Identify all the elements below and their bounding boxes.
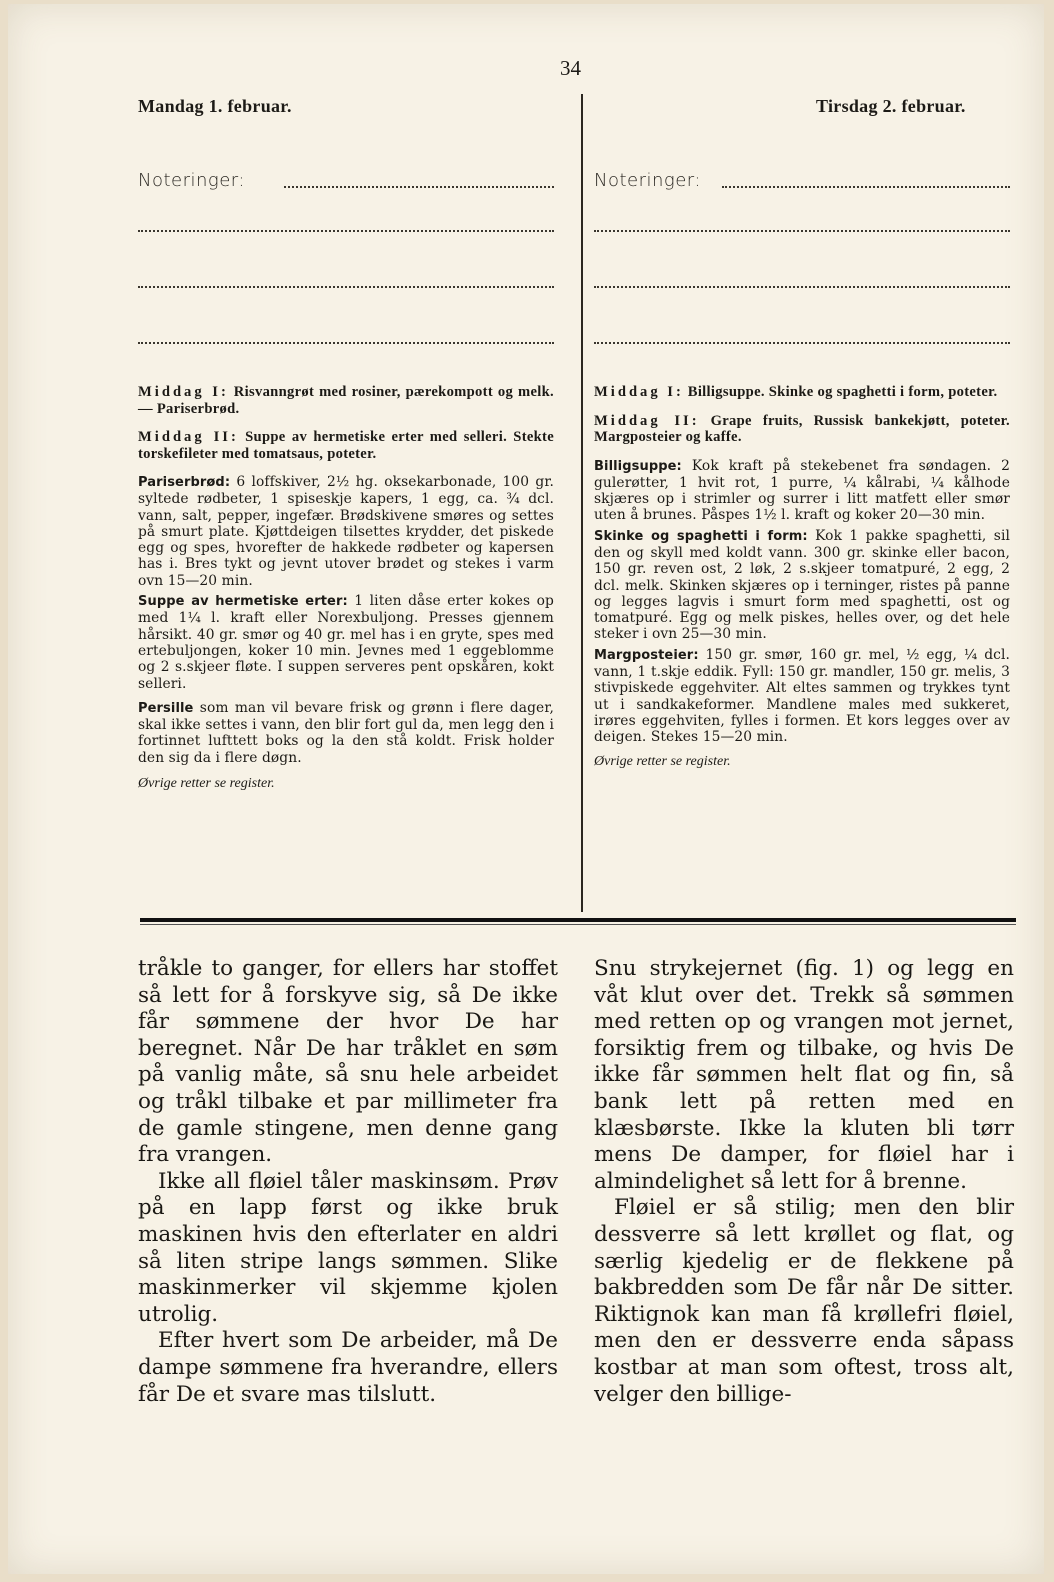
left-middag-1: Middag I: Risvanngrøt med rosiner, pærekompott og melk. — Pariserbrød.	[138, 384, 555, 417]
left-recipe-pariserbrod: Pariserbrød: 6 loffskiver, 2½ hg. oksekarbonade, 100 gr. syltede rødbeter, 1 spiseskje kapers, 1 egg, ca. ¾ dcl. vann, salt, pepper, ingefær. Brødskivene smøres og settes på smurt plate. Kjøttdeigen tilsettes krydder, det piskede egg og spes, hvorefter de hakkede rødbeter og kapersen has i. Bres tykt og jevnt utover brødet og stekes i varm ovn 15—20 min.	[138, 474, 554, 589]
notes-line	[138, 341, 554, 344]
right-menu	[594, 384, 1010, 774]
left-recipe-ertesuppe: Suppe av hermetiske erter: 1 liten dåse erter kokes op med 1¼ l. kraft eller Norexbuljong. Presses gjennem hårsikt. 40 gr. smør og 40 gr. mel has i en gryte, spes med ertebuljongen, koker 10 min. Jevnes med 1 eggeblomme og 2 s.skjeer fløte. I suppen serveres pent opskåren, kokt selleri.	[138, 593, 554, 692]
section-rule-thin	[140, 924, 1016, 925]
right-day-heading: Tirsdag 2. februar.	[816, 96, 966, 116]
article-paragraph: Fløiel er så stilig; men den blir dessverre så lett krøllet og flat, og særlig kjedelig er de flekkene på bakbredden som De får når De sitter. Riktignok kan man få krøllefri fløiel, men den er dessverre enda såpass kostbar at man som oftest, tross alt, velger den billige-	[594, 1195, 1014, 1407]
left-middag-2: Middag II: Suppe av hermetiske erter med selleri. Stekte torskefileter med tomatsaus, poteter.	[138, 429, 554, 462]
article-left-column	[138, 956, 558, 1408]
left-menu	[138, 384, 554, 797]
notes-line	[594, 229, 1010, 232]
left-day-heading: Mandag 1. februar.	[138, 96, 292, 116]
right-recipe-skinke-spaghetti: Skinke og spaghetti i form: Kok 1 pakke spaghetti, sil den og skyll med koldt vann. 300 gr. skinke eller bacon, 150 gr. reven ost, 2 løk, 2 s.skjeer tomatpuré, 2 egg, 2 dcl. melk. Skinken skjæres op i terninger, ristes på panne og legges lagvis i smurt form med spaghetti, ost og tomatpuré. Egg og melk piskes, helles over, og det hele steker i ovn 25—30 min.	[594, 527, 1010, 643]
right-recipe-billigsuppe: Billigsuppe: Kok kraft på stekebenet fra søndagen. 2 gulerøtter, 1 hvit rot, 1 purre, ¼ kålrabi, ¼ kålhode skjæres op i strimler og surrer i litt matfett eller smør uten å brunes. Påspes 1½ l. kraft og koker 20—30 min.	[594, 457, 1010, 524]
column-divider	[581, 94, 583, 912]
article-paragraph: Ikke all fløiel tåler maskinsøm. Prøv på en lapp først og ikke bruk maskinen hvis den efterlater en aldri så liten stripe langs sømmen. Slike maskinmerker vil skjemme kjolen utrolig.	[138, 1168, 558, 1327]
article-paragraph: Snu strykejernet (fig. 1) og legg en våt klut over det. Trekk så sømmen med retten op og vrangen mot jernet, forsiktig frem og tilbake, og hvis De ikke får sømmen helt flat og fin, så bank lett på retten med en klæsbørste. Ikke la kluten bli tørr mens De damper, for fløiel har i almindelighet så lett for å brenne.	[594, 956, 1014, 1194]
section-rule	[140, 918, 1016, 922]
page-number: 34	[560, 56, 581, 80]
article-paragraph: Efter hvert som De arbeider, må De dampe sømmene fra hverandre, ellers får De et svare mas tilslutt.	[138, 1328, 558, 1407]
notes-line	[722, 185, 1010, 188]
right-middag-2: Middag II: Grape fruits, Russisk bankekjøtt, poteter. Margposteier og kaffe.	[594, 412, 1010, 445]
notes-line	[594, 285, 1010, 288]
notes-line	[138, 285, 554, 288]
right-recipe-margposteier: Margposteier: 150 gr. smør, 160 gr. mel, ½ egg, ¼ dcl. vann, 1 t.skje eddik. Fyll: 150 gr. mandler, 150 gr. melis, 3 stivpiskede eggehviter. Alt eltes sammen og trykkes tynt ut i sandkakeformer. Mandlene males med sukkeret, irøres eggehviten, fylles i formen. Et kors legges over av deigen. Stekes 15—20 min.	[594, 646, 1010, 746]
right-middag-1: Middag I: Billigsuppe. Skinke og spaghetti i form, poteter.	[594, 384, 998, 400]
article-right-column	[594, 956, 1014, 1408]
right-footer-note: Øvrige retter se register.	[594, 753, 731, 769]
left-notes-label: Noteringer:	[138, 170, 245, 191]
notes-line	[138, 229, 554, 232]
left-tip-persille: Persille som man vil bevare frisk og grønn i flere dager, skal ikke settes i vann, den blir fort gul da, men legg den i fortinnet lufttett boks og la den stå koldt. Frisk holder den sig da i flere døgn.	[138, 699, 554, 766]
right-notes-section	[594, 170, 1010, 344]
notes-line	[594, 341, 1010, 344]
left-footer-note: Øvrige retter se register.	[138, 776, 275, 792]
article-paragraph: tråkle to ganger, for ellers har stoffet så lett for å forskyve sig, så De ikke får sømmene der hvor De har beregnet. Når De har tråklet en søm på vanlig måte, så snu hele arbeidet og tråkl tilbake et par millimeter fra de gamle stingene, men denne gang fra vrangen.	[138, 956, 558, 1168]
left-notes-section	[138, 170, 554, 344]
right-notes-label: Noteringer:	[594, 170, 701, 191]
notes-line	[284, 185, 554, 188]
